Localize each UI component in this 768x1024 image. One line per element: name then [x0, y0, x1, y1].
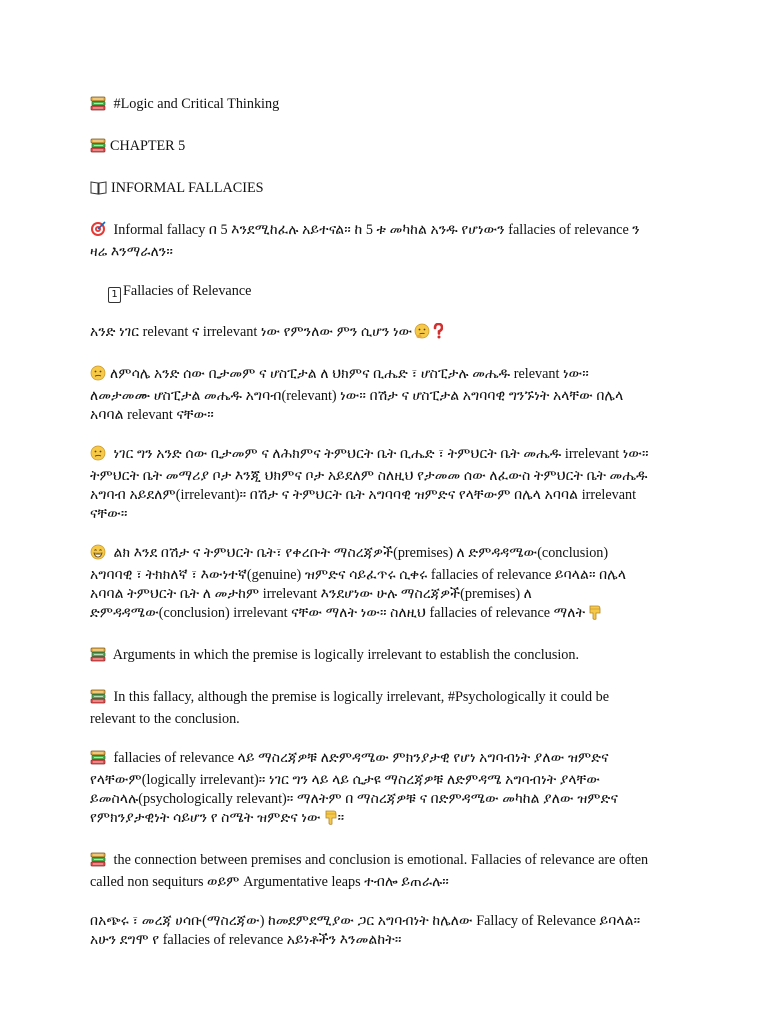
paragraph-text: CHAPTER 5: [110, 138, 186, 154]
paragraph: [90, 912, 650, 950]
paragraph-text: በአጭሩ ፣ መረጃ ሀሳቡ(ማስረጃው) ከመደምደሚያው ጋር አግባብነት ከሌለው Fallacy of Relevance ይባላል። አሁን ደግሞ የ fallacies of relevance አይነቶችን እንመልከት።: [90, 913, 644, 948]
paragraph-text: ልክ እንደ በሽታ ና ትምህርት ቤት፣ የቀረቡት ማስረጃዎች(premises) ለ ድምዳዳሜው(conclusion) አግባባዊ ፣ ትክክለኛ ፣ እውነተኛ(genuine) ዝምድና ሳይፈጥሩ ሲቀሩ fallacies of relevance ይባላል። በሌላ አባባል ትምህርት ቤት ለ መታከም irrelevant እንደሆነው ሁሉ ማስረጃዎች(premises) ለ ድምዳዳሜው(conclusion) irrelevant ናቸው ማለት ነው። ስለዚህ fallacies of relevance ማለት: [90, 545, 630, 621]
paragraph: [90, 323, 650, 345]
paragraph-text: fallacies of relevance ላይ ማስረጃዎቹ ለድምዳሜው ምክንያታዊ የሆነ አግባብነት ያለው ዝምድና የላቸውም(logically irrelevant)። ነገር ግን ላይ ላይ ሲታዩ ማስረጃዎቹ ለድምዳሜ አግባብነት ያላቸው ይመስላሉ(psychologically relevant)። ማለትም በ ማስረጃዎቹ ና በድምዳሜው መካከል ያለው ዝምድና የምክንያታዊነት ሳይሆን የ ስሜት ዝምድና ነው: [90, 750, 622, 826]
paragraph-text: Arguments in which the premise is logically irrelevant to establish the conclusion.: [110, 647, 580, 663]
target-icon: [90, 221, 106, 243]
paragraph-text: In this fallacy, although the premise is logically irrelevant, #Psychologically it could be relevant to the conclusion.: [90, 689, 613, 727]
pointing-down-hand-icon: [323, 809, 338, 831]
open-book-icon: [90, 180, 107, 201]
books-icon: [90, 138, 106, 159]
paragraph: [90, 179, 650, 201]
paragraph-text: ነገር ግን አንድ ሰው ቢታመም ና ለሕክምና ትምህርት ቤት ቢሔድ ፣ ትምህርት ቤት መሔዱ irrelevant ነው። ትምህርት ቤት መማሪያ ቦታ እንጂ ህክምና ቦታ አይደለም ስለዚህ የታመመ ሰው ለፈውስ ትምህርት ቤት መሔዱ አግባብ አይደለም(irrelevant)። በሽታ ና ትምህርት ቤት አግባባዊ ዝምድና የላቸውም በሌላ አባባል irrelevant ናቸው።: [90, 446, 653, 522]
paragraph: [90, 688, 650, 729]
books-icon: [90, 750, 106, 771]
books-icon: [90, 96, 106, 117]
number-one-icon: 1: [108, 287, 121, 303]
paragraph: [90, 221, 650, 262]
books-icon: [90, 647, 106, 668]
paragraph: [90, 851, 650, 892]
paragraph: [90, 544, 650, 626]
document-page: [90, 95, 653, 970]
paragraph: [90, 95, 650, 117]
paragraph-text: Fallacies of Relevance: [123, 283, 252, 299]
confused-face-icon: [90, 445, 106, 467]
thinking-face-icon: [414, 323, 431, 345]
question-mark-icon: [433, 323, 443, 345]
paragraph: [90, 749, 650, 831]
paragraph: [90, 445, 653, 524]
books-icon: [90, 852, 106, 873]
paragraph-tail: ።: [337, 810, 345, 826]
confused-face-icon: [90, 365, 106, 387]
paragraph-text: ለምሳሌ አንድ ሰው ቢታመም ና ሆስፒታል ለ ህክምና ቢሔድ ፣ ሆስፒታሉ መሔዱ relevant ነው። ለመታመሙ ሆስፒታል መሔዱ አግባብ(relevant) ነው። በሽታ ና ሆስፒታል አግባባዊ ግንኙነት አላቸው በሌላ አባባል relevant ናቸው።: [90, 366, 627, 423]
paragraph-text: አንድ ነገር relevant ና irrelevant ነው የምንለው ምን ሲሆን ነው: [90, 324, 413, 340]
paragraph-text: INFORMAL FALLACIES: [111, 180, 264, 196]
grinning-face-icon: [90, 544, 106, 566]
paragraph: [90, 646, 650, 668]
paragraph-text: Informal fallacy በ 5 እንደሚከፈሉ አይተናል። ከ 5 ቱ መካከል አንዱ የሆነውን fallacies of relevance ን ዛሬ እንማራለን።: [90, 222, 644, 260]
paragraph-text: the connection between premises and conclusion is emotional. Fallacies of relevance are often called non sequiturs ወይም Argumentative leaps ተብሎ ይጠራሉ።: [90, 852, 652, 890]
pointing-down-hand-icon: [587, 604, 602, 626]
paragraph: [90, 365, 650, 425]
books-icon: [90, 689, 106, 710]
paragraph: [90, 282, 650, 303]
paragraph-text: #Logic and Critical Thinking: [110, 96, 280, 112]
paragraph: [90, 137, 650, 159]
